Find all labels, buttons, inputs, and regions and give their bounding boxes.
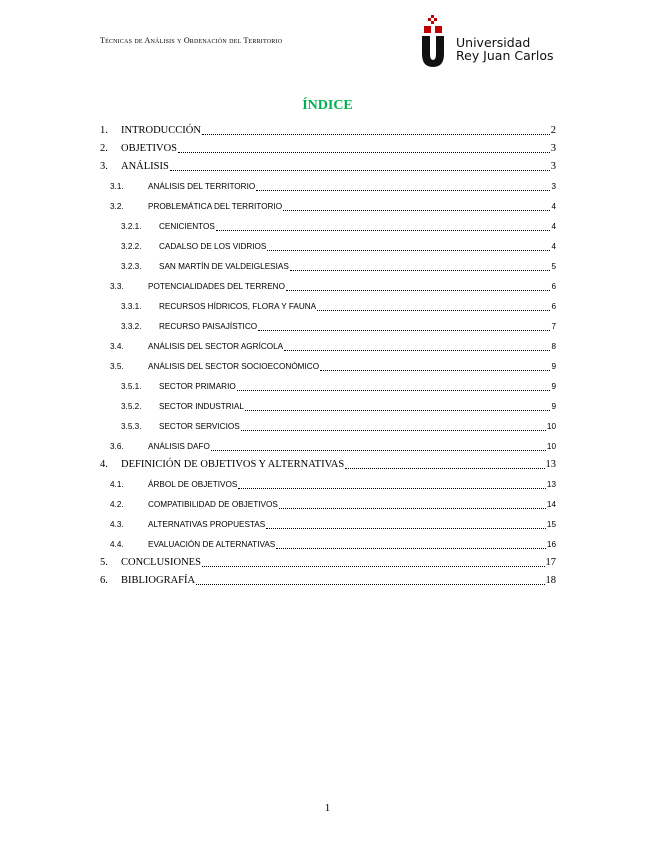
toc-entry-page: 7 (551, 322, 556, 331)
toc-entry[interactable] (100, 193, 556, 213)
toc-entry-number: 3.3.1. (121, 302, 142, 311)
toc-entry-number: 3. (100, 161, 108, 172)
toc-entry-page: 3 (550, 161, 556, 172)
toc-entry-title: OBJETIVOS (121, 143, 178, 154)
toc-entry[interactable] (100, 511, 556, 531)
toc-entry-number: 1. (100, 125, 108, 136)
toc-entry-title: ANÁLISIS DEL TERRITORIO (148, 182, 256, 191)
toc-dot-leader (345, 467, 544, 469)
toc-entry-number: 3.2. (110, 202, 124, 211)
toc-dot-leader (245, 409, 551, 411)
toc-dot-leader (170, 169, 550, 171)
toc-dot-leader (317, 309, 550, 311)
toc-entry-title: BIBLIOGRAFÍA (121, 575, 196, 586)
toc-entry-title: SECTOR SERVICIOS (159, 422, 240, 431)
toc-entry-title: EVALUACIÓN DE ALTERNATIVAS (148, 540, 276, 549)
toc-entry[interactable] (100, 213, 556, 233)
toc-dot-leader (283, 209, 550, 211)
toc-entry-title: ANÁLISIS DEL SECTOR SOCIOECONÓMICO (148, 362, 320, 371)
toc-entry-title: SECTOR PRIMARIO (159, 382, 236, 391)
toc-entry-title: ALTERNATIVAS PROPUESTAS (148, 520, 266, 529)
toc-dot-leader (241, 429, 546, 431)
toc-entry-number: 5. (100, 557, 108, 568)
toc-entry[interactable] (100, 471, 556, 491)
toc-entry[interactable] (100, 119, 556, 137)
toc-entry[interactable] (100, 273, 556, 293)
toc-entry[interactable] (100, 333, 556, 353)
toc-dot-leader (286, 289, 550, 291)
toc-entry[interactable] (100, 173, 556, 193)
toc-entry[interactable] (100, 233, 556, 253)
toc-entry-title: COMPATIBILIDAD DE OBJETIVOS (148, 500, 278, 509)
toc-dot-leader (238, 487, 546, 489)
toc-dot-leader (202, 133, 550, 135)
toc-entry-page: 9 (551, 402, 556, 411)
toc-entry[interactable] (100, 155, 556, 173)
toc-entry-title: RECURSOS HÍDRICOS, FLORA Y FAUNA (159, 302, 317, 311)
toc-entry-page: 4 (551, 202, 556, 211)
toc-entry-number: 3.5.2. (121, 402, 142, 411)
toc-entry-number: 2. (100, 143, 108, 154)
toc-entry[interactable] (100, 453, 556, 471)
toc-entry-number: 4.2. (110, 500, 124, 509)
toc-entry-page: 18 (545, 575, 556, 586)
toc-entry[interactable] (100, 433, 556, 453)
toc-entry-title: ANÁLISIS DEL SECTOR AGRÍCOLA (148, 342, 284, 351)
toc-entry[interactable] (100, 413, 556, 433)
toc-entry-number: 4.3. (110, 520, 124, 529)
running-header-title: Técnicas de Análisis y Ordenación del Territorio (100, 36, 283, 45)
toc-entry-number: 3.2.2. (121, 242, 142, 251)
toc-dot-leader (216, 229, 551, 231)
toc-dot-leader (178, 151, 550, 153)
toc-entry-title: INTRODUCCIÓN (121, 125, 201, 136)
toc-entry-page: 9 (551, 362, 556, 371)
toc-entry-title: POTENCIALIDADES DEL TERRENO (148, 282, 285, 291)
toc-entry[interactable] (100, 313, 556, 333)
toc-dot-leader (267, 249, 550, 251)
toc-entry-page: 2 (550, 125, 556, 136)
toc-dot-leader (258, 329, 550, 331)
toc-entry-title: ANÁLISIS DAFO (148, 442, 210, 451)
toc-entry-page: 6 (551, 302, 556, 311)
toc-entry-number: 4. (100, 459, 108, 470)
table-of-contents (100, 119, 556, 587)
toc-entry-page: 14 (546, 500, 556, 509)
toc-entry-number: 3.2.3. (121, 262, 142, 271)
toc-entry-number: 3.5.3. (121, 422, 142, 431)
toc-entry-page: 10 (546, 422, 556, 431)
toc-dot-leader (320, 369, 550, 371)
toc-entry-title: CADALSO DE LOS VIDRIOS (159, 242, 267, 251)
logo-line-2: Rey Juan Carlos (456, 48, 554, 63)
toc-entry-page: 8 (551, 342, 556, 351)
toc-entry-number: 3.6. (110, 442, 124, 451)
toc-entry-number: 4.4. (110, 540, 124, 549)
toc-entry-title: SECTOR INDUSTRIAL (159, 402, 244, 411)
toc-entry-page: 13 (545, 459, 556, 470)
toc-entry[interactable] (100, 551, 556, 569)
toc-entry-page: 9 (551, 382, 556, 391)
page-number: 1 (324, 802, 331, 814)
toc-entry[interactable] (100, 491, 556, 511)
toc-entry-title: PROBLEMÁTICA DEL TERRITORIO (148, 202, 283, 211)
toc-entry[interactable] (100, 531, 556, 551)
university-emblem-icon (420, 14, 454, 70)
toc-dot-leader (211, 449, 546, 451)
toc-dot-leader (276, 547, 546, 549)
toc-entry-number: 3.5. (110, 362, 124, 371)
toc-dot-leader (279, 507, 546, 509)
toc-entry-page: 5 (551, 262, 556, 271)
toc-entry-page: 3 (551, 182, 556, 191)
toc-entry-number: 4.1. (110, 480, 124, 489)
toc-dot-leader (284, 349, 550, 351)
toc-dot-leader (196, 583, 544, 585)
toc-entry[interactable] (100, 393, 556, 413)
toc-dot-leader (202, 565, 545, 567)
toc-entry-title: CENICIENTOS (159, 222, 215, 231)
toc-entry-page: 16 (546, 540, 556, 549)
toc-entry[interactable] (100, 293, 556, 313)
toc-entry-page: 6 (551, 282, 556, 291)
logo-line-1: Universidad (456, 35, 531, 50)
toc-entry[interactable] (100, 353, 556, 373)
toc-entry-title: CONCLUSIONES (121, 557, 201, 568)
index-title: ÍNDICE (302, 98, 353, 113)
toc-entry-page: 17 (545, 557, 556, 568)
toc-entry-page: 10 (546, 442, 556, 451)
toc-dot-leader (256, 189, 550, 191)
toc-entry-title: ANÁLISIS (121, 161, 169, 172)
toc-entry-page: 4 (551, 222, 556, 231)
toc-entry-number: 3.4. (110, 342, 124, 351)
toc-entry-number: 3.3.2. (121, 322, 142, 331)
toc-dot-leader (237, 389, 551, 391)
toc-entry-number: 3.1. (110, 182, 124, 191)
toc-entry-page: 15 (546, 520, 556, 529)
university-logo (420, 14, 560, 72)
toc-entry-title: SAN MARTÍN DE VALDEIGLESIAS (159, 262, 289, 271)
toc-entry[interactable] (100, 137, 556, 155)
toc-entry-title: ÁRBOL DE OBJETIVOS (148, 480, 238, 489)
toc-entry-page: 4 (551, 242, 556, 251)
toc-entry-number: 3.5.1. (121, 382, 142, 391)
toc-entry-title: DEFINICIÓN DE OBJETIVOS Y ALTERNATIVAS (121, 459, 345, 470)
toc-entry[interactable] (100, 569, 556, 587)
toc-entry-page: 3 (550, 143, 556, 154)
toc-entry-page: 13 (546, 480, 556, 489)
toc-entry-title: RECURSO PAISAJÍSTICO (159, 322, 258, 331)
toc-dot-leader (290, 269, 551, 271)
toc-entry[interactable] (100, 253, 556, 273)
toc-dot-leader (266, 527, 546, 529)
toc-entry-number: 3.2.1. (121, 222, 142, 231)
toc-entry-number: 6. (100, 575, 108, 586)
toc-entry-number: 3.3. (110, 282, 124, 291)
toc-entry[interactable] (100, 373, 556, 393)
